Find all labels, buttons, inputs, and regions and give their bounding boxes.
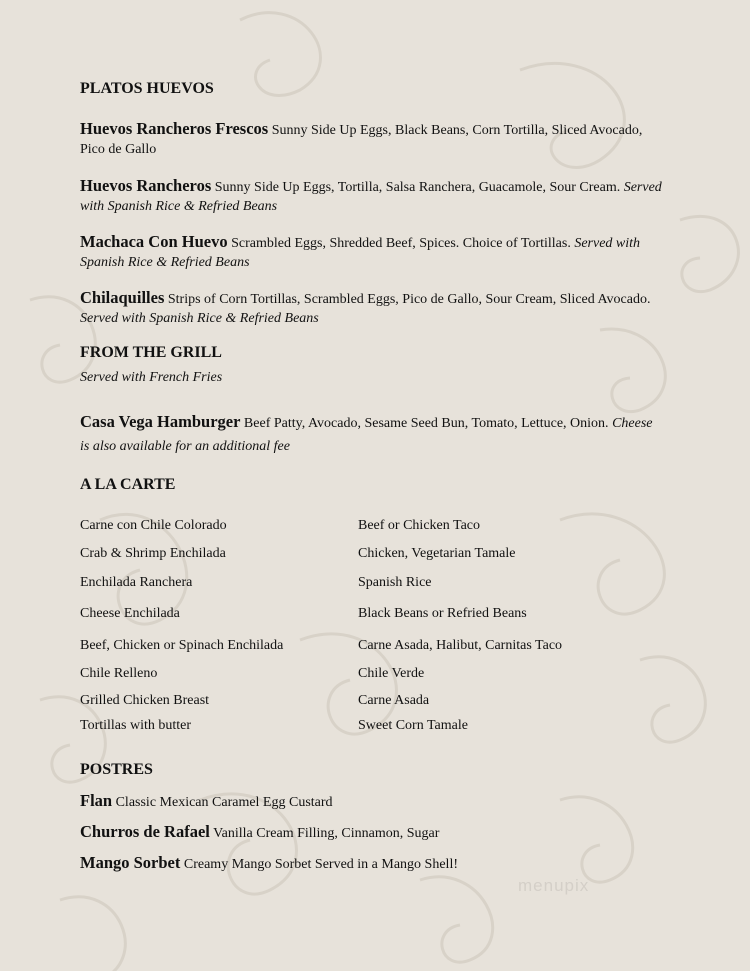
item-name: Casa Vega Hamburger	[80, 412, 241, 431]
item-name: Machaca Con Huevo	[80, 232, 228, 251]
item-description-cont: Pico de Gallo	[80, 142, 157, 157]
menu-item-huevos-rancheros	[80, 176, 690, 216]
item-name: Chilaquilles	[80, 288, 165, 307]
section-title-postres: POSTRES	[80, 761, 153, 778]
carte-item: Tortillas with butter	[80, 718, 192, 733]
menu-item-chilaquilles	[80, 288, 690, 328]
item-note-cont: is also available for an additional fee	[80, 439, 290, 454]
menu-item-machaca-con-huevo	[80, 232, 690, 272]
item-description: Vanilla Cream Filling, Cinnamon, Sugar	[209, 826, 440, 841]
menu-item-churros-de-rafael	[80, 822, 690, 843]
item-description: Beef Patty, Avocado, Sesame Seed Bun, Tomato, Lettuce, Onion.	[240, 416, 613, 431]
item-served-with: Served with Spanish Rice & Refried Beans	[80, 311, 319, 326]
carte-item: Sweet Corn Tamale	[358, 718, 468, 733]
carte-item: Crab & Shrimp Enchilada	[80, 546, 226, 561]
menu-item-mango-sorbet	[80, 853, 690, 874]
menu-item-flan	[80, 791, 690, 812]
item-description: Sunny Side Up Eggs, Black Beans, Corn Tortilla, Sliced Avocado,	[268, 123, 643, 138]
item-name: Flan	[80, 791, 113, 810]
item-served-with: Served with	[574, 236, 641, 251]
item-note: Cheese	[612, 416, 653, 431]
item-name: Churros de Rafael	[80, 822, 210, 841]
carte-item: Chicken, Vegetarian Tamale	[358, 546, 516, 561]
item-name: Huevos Rancheros	[80, 176, 212, 195]
carte-item: Black Beans or Refried Beans	[358, 606, 527, 621]
item-description: Classic Mexican Caramel Egg Custard	[112, 795, 333, 810]
carte-item: Chile Relleno	[80, 666, 158, 681]
carte-item: Beef, Chicken or Spinach Enchilada	[80, 638, 284, 653]
section-subtitle-grill: Served with French Fries	[80, 370, 223, 385]
carte-item: Grilled Chicken Breast	[80, 693, 210, 708]
carte-item: Carne con Chile Colorado	[80, 518, 227, 533]
item-description: Strips of Corn Tortillas, Scrambled Eggs, Pico de Gallo, Sour Cream, Sliced Avocado.	[164, 292, 651, 307]
carte-item: Spanish Rice	[358, 575, 432, 590]
menu-item-casa-vega-hamburger	[80, 410, 690, 458]
menupix-watermark: menupix	[518, 876, 590, 895]
item-served-with: Served	[623, 180, 662, 195]
carte-item: Beef or Chicken Taco	[358, 518, 480, 533]
item-served-with-cont: with Spanish Rice & Refried Beans	[80, 199, 278, 214]
item-description: Sunny Side Up Eggs, Tortilla, Salsa Ranchera, Guacamole, Sour Cream.	[211, 180, 624, 195]
carte-item: Cheese Enchilada	[80, 606, 180, 621]
section-title-a-la-carte: A LA CARTE	[80, 476, 176, 493]
carte-item: Chile Verde	[358, 666, 425, 681]
item-served-with-cont: Spanish Rice & Refried Beans	[80, 255, 250, 270]
section-title-from-the-grill: FROM THE GRILL	[80, 344, 222, 361]
item-name: Huevos Rancheros Frescos	[80, 119, 269, 138]
section-title-platos-huevos: PLATOS HUEVOS	[80, 80, 214, 97]
item-description: Scrambled Eggs, Shredded Beef, Spices. Choice of Tortillas.	[227, 236, 575, 251]
item-name: Mango Sorbet	[80, 853, 181, 872]
carte-item: Carne Asada, Halibut, Carnitas Taco	[358, 638, 563, 653]
carte-item: Carne Asada	[358, 693, 430, 708]
menu-item-huevos-rancheros-frescos	[80, 119, 690, 159]
carte-item: Enchilada Ranchera	[80, 575, 193, 590]
item-description: Creamy Mango Sorbet Served in a Mango Shell!	[180, 857, 458, 872]
